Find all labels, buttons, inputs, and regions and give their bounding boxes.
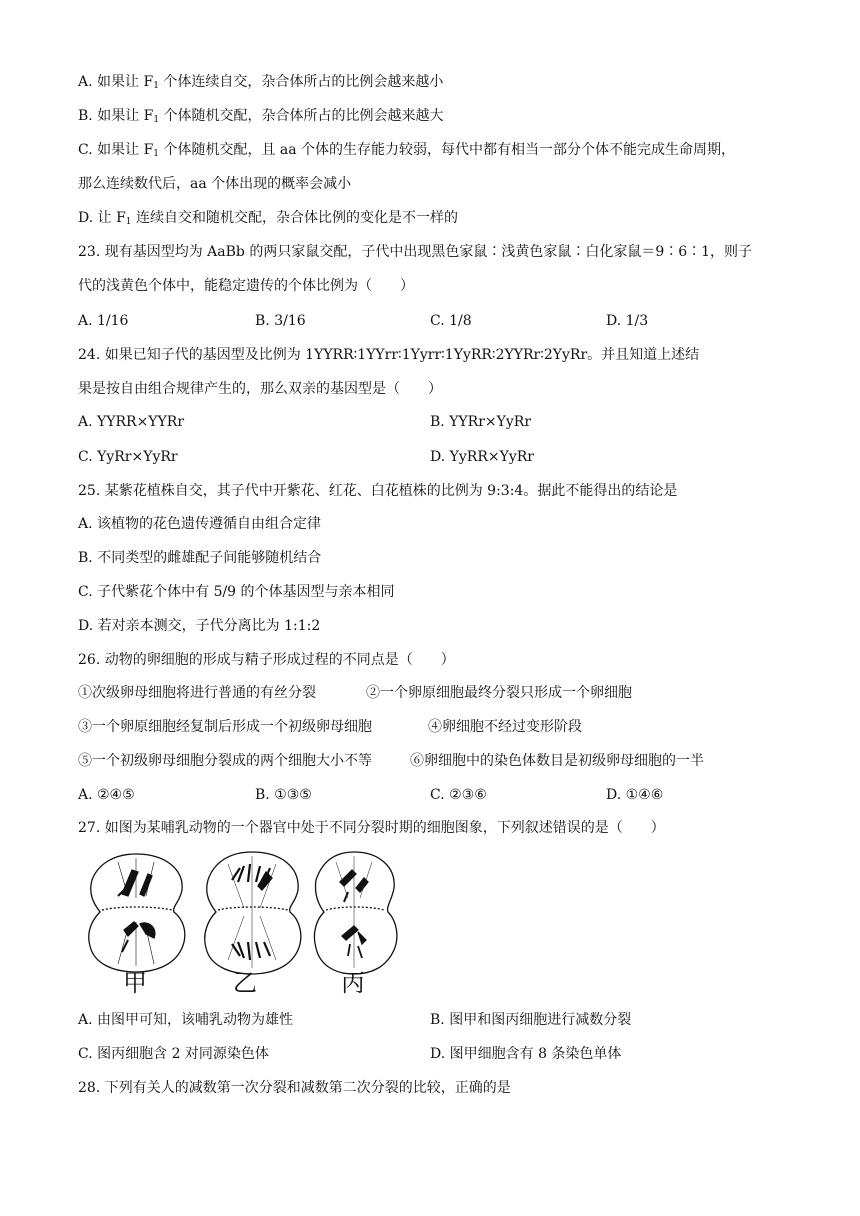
q23-option-a: A. 1/16 xyxy=(78,313,129,329)
q27-option-d: D. 图甲细胞含有 8 条染色单体 xyxy=(430,1046,622,1062)
figure-label-yi: 乙 xyxy=(233,969,257,997)
q28-stem: 28. 下列有关人的减数第一次分裂和减数第二次分裂的比较，正确的是 xyxy=(78,1080,511,1096)
q26-statement-6: ⑥卵细胞中的染色体数目是初级卵母细胞的一半 xyxy=(410,753,704,769)
q25-option-a: A. 该植物的花色遗传遵循自由组合定律 xyxy=(78,516,322,532)
figure-label-bing: 丙 xyxy=(341,969,365,997)
q27-option-b: B. 图甲和图丙细胞进行减数分裂 xyxy=(430,1012,632,1028)
q25-option-b: B. 不同类型的雌雄配子间能够随机结合 xyxy=(78,550,322,566)
q26-statement-3: ③一个卵原细胞经复制后形成一个初级卵母细胞 xyxy=(78,719,372,735)
q24-option-c: C. YyRr×YyRr xyxy=(78,449,178,465)
q22-option-b: B. 如果让 $F_1$ 个体随机交配，杂合体所占的比例会越来越大 xyxy=(78,108,444,125)
q24-option-a: A. YYRR×YYRr xyxy=(78,414,185,430)
q26-stem: 26. 动物的卵细胞的形成与精子形成过程的不同点是（ ） xyxy=(78,652,455,668)
q26-option-c: C. ②③⑥ xyxy=(430,787,487,803)
q26-option-d: D. ①④⑥ xyxy=(606,787,664,803)
q27-option-a: A. 由图甲可知，该哺乳动物为雄性 xyxy=(78,1012,294,1028)
q24-stem-line2: 果是按自由组合规律产生的，那么双亲的基因型是（ ） xyxy=(78,381,442,397)
q24-stem-line1: 24. 如果已知子代的基因型及比例为 1YYRR∶1YYrr∶1Yyrr∶1YyRR∶2YYRr∶2YyRr。并且知道上述结 xyxy=(78,347,700,363)
q22-option-c: C. 如果让 $F_1$ 个体随机交配，且 aa 个体的生存能力较弱，每代中都有相当一部分个体不能完成生命周期， xyxy=(78,142,736,159)
q22-option-d: D. 让 $F_1$ 连续自交和随机交配，杂合体比例的变化是不一样的 xyxy=(78,210,458,227)
q26-option-b: B. ①③⑤ xyxy=(255,787,312,803)
q27-stem: 27. 如图为某哺乳动物的一个器官中处于不同分裂时期的细胞图象，下列叙述错误的是（ ） xyxy=(78,820,665,836)
q24-option-b: B. YYRr×YyRr xyxy=(430,414,532,430)
cell-bing-drawing xyxy=(314,852,396,974)
q26-option-a: A. ②④⑤ xyxy=(78,787,135,803)
q25-option-c: C. 子代紫花个体中有 5/9 的个体基因型与亲本相同 xyxy=(78,584,395,600)
figure-label-jia: 甲 xyxy=(123,969,147,997)
q22-option-c-line2: 那么连续数代后，aa 个体出现的概率会减小 xyxy=(78,176,352,192)
q25-option-d: D. 若对亲本测交，子代分离比为 1:1:2 xyxy=(78,618,321,634)
q23-option-c: C. 1/8 xyxy=(430,313,472,329)
q25-stem: 25. 某紫花植株自交，其子代中开紫花、红花、白花植株的比例为 9:3:4。据此不能得出的结论是 xyxy=(78,483,678,499)
q26-statement-1: ①次级卵母细胞将进行普通的有丝分裂 xyxy=(78,685,316,701)
q23-option-d: D. 1/3 xyxy=(606,313,649,329)
q26-statement-4: ④卵细胞不经过变形阶段 xyxy=(428,719,582,735)
cell-yi-drawing xyxy=(205,852,301,974)
q26-statement-5: ⑤一个初级卵母细胞分裂成的两个细胞大小不等 xyxy=(78,753,372,769)
q23-option-b: B. 3/16 xyxy=(255,313,306,329)
q27-option-c: C. 图丙细胞含 2 对同源染色体 xyxy=(78,1046,269,1062)
q24-option-d: D. YyRR×YyRr xyxy=(430,449,534,465)
q26-statement-2: ②一个卵原细胞最终分裂只形成一个卵细胞 xyxy=(366,685,632,701)
cell-jia-drawing xyxy=(89,854,185,972)
q23-stem-line1: 23. 现有基因型均为 AaBb 的两只家鼠交配，子代中出现黑色家鼠∶浅黄色家鼠∶白化家鼠＝9∶6∶1，则子 xyxy=(78,244,753,260)
q22-option-a: A. 如果让 $F_1$ 个体连续自交，杂合体所占的比例会越来越小 xyxy=(78,74,444,91)
q23-stem-line2: 代的浅黄色个体中，能稳定遗传的个体比例为（ ） xyxy=(78,278,414,294)
